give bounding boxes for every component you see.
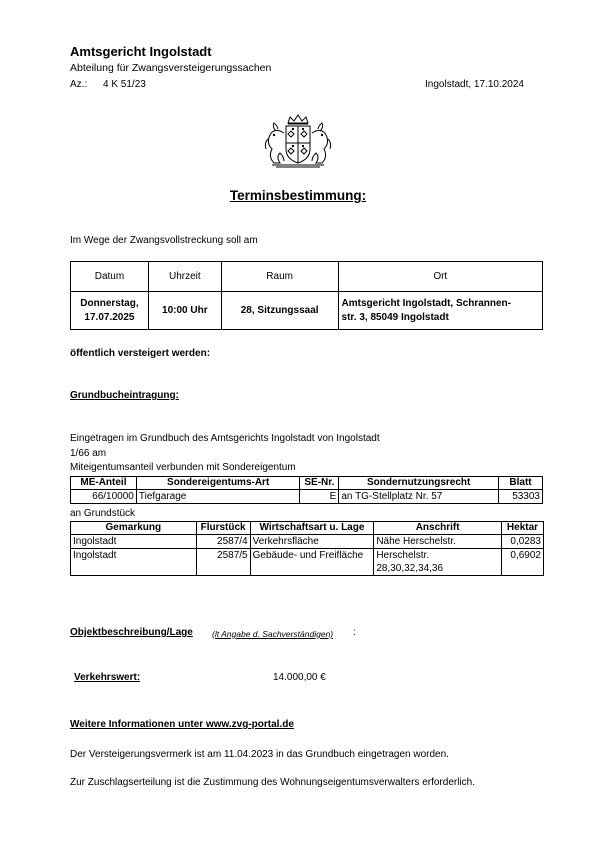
table-row bbox=[71, 490, 543, 504]
versteigerungsvermerk-note: Der Versteigerungsvermerk ist am 11.04.2023 in das Grundbuch eingetragen worden. bbox=[70, 749, 449, 760]
gs-flurstueck: 2587/4 bbox=[196, 535, 250, 549]
bavarian-coat-of-arms-icon bbox=[262, 113, 334, 169]
termin-header-ort: Ort bbox=[338, 262, 542, 292]
objektbeschreibung-heading: Objektbeschreibung/Lage bbox=[70, 627, 193, 638]
miteigentum-table bbox=[70, 476, 543, 504]
me-header-blatt: Blatt bbox=[499, 477, 543, 490]
az-value: 4 K 51/23 bbox=[103, 79, 146, 90]
gs-anschrift bbox=[374, 549, 502, 576]
zuschlag-note: Zur Zuschlagserteilung ist die Zustimmung des Wohnungseigentumsverwalters erforderlich. bbox=[70, 777, 475, 788]
me-sondernutzungsrecht: an TG-Stellplatz Nr. 57 bbox=[339, 490, 499, 504]
gs-hektar: 0,0283 bbox=[502, 535, 544, 549]
termin-ort-line1: Amtsgericht Ingolstadt, Schrannen- bbox=[341, 297, 511, 309]
miteigentum-header-row bbox=[71, 477, 543, 490]
gs-wirtschaftsart: Verkehrsfläche bbox=[250, 535, 374, 549]
gs-anschrift-line1: Herschelstr. bbox=[376, 550, 430, 561]
intro-text: Im Wege der Zwangsvollstreckung soll am bbox=[70, 235, 258, 246]
termin-ort bbox=[338, 292, 542, 330]
me-header-art: Sondereigentums-Art bbox=[136, 477, 300, 490]
az-label: Az.: bbox=[70, 79, 88, 90]
gs-header-anschrift: Anschrift bbox=[374, 522, 502, 535]
verkehrswert-value: 14.000,00 € bbox=[273, 672, 326, 683]
verkehrswert-label: Verkehrswert: bbox=[74, 672, 141, 683]
me-art: Tiefgarage bbox=[136, 490, 300, 504]
gs-anschrift: Nähe Herschelstr. bbox=[374, 535, 502, 549]
termin-uhrzeit: 10:00 Uhr bbox=[148, 292, 221, 330]
more-info-link[interactable]: Weitere Informationen unter www.zvg-portal.de bbox=[70, 719, 294, 730]
me-anteil: 66/10000 bbox=[71, 490, 137, 504]
gs-header-hektar: Hektar bbox=[502, 522, 544, 535]
table-row bbox=[71, 535, 544, 549]
gs-hektar: 0,6902 bbox=[502, 549, 544, 576]
objektbeschreibung-colon: : bbox=[353, 627, 356, 638]
gs-header-wirtschaftsart: Wirtschaftsart u. Lage bbox=[250, 522, 374, 535]
versteigert-text: öffentlich versteigert werden: bbox=[70, 348, 211, 359]
termin-header-row bbox=[71, 262, 543, 292]
termin-datum-weekday: Donnerstag, bbox=[80, 297, 139, 309]
grundbuch-line3: Miteigentumsanteil verbunden mit Sondereigentum bbox=[70, 462, 296, 473]
grundstueck-header-row bbox=[71, 522, 544, 535]
gs-wirtschaftsart: Gebäude- und Freifläche bbox=[250, 549, 374, 576]
table-row bbox=[71, 549, 544, 576]
termin-row bbox=[71, 292, 543, 330]
gs-gemarkung: Ingolstadt bbox=[71, 549, 197, 576]
termin-table bbox=[70, 261, 543, 330]
termin-raum: 28, Sitzungssaal bbox=[221, 292, 338, 330]
termin-header-uhrzeit: Uhrzeit bbox=[148, 262, 221, 292]
me-header-se-nr: SE-Nr. bbox=[300, 477, 339, 490]
place-date: Ingolstadt, 17.10.2024 bbox=[425, 79, 524, 90]
me-se-nr: E bbox=[300, 490, 339, 504]
gs-anschrift-line2: 28,30,32,34,36 bbox=[376, 563, 444, 574]
court-name: Amtsgericht Ingolstadt bbox=[70, 44, 212, 59]
objektbeschreibung-note: (lt Angabe d. Sachverständigen) bbox=[212, 629, 334, 639]
termin-ort-line2: str. 3, 85049 Ingolstadt bbox=[341, 311, 449, 323]
me-header-sondernutzungsrecht: Sondernutzungsrecht bbox=[339, 477, 499, 490]
gs-header-flurstueck: Flurstück bbox=[196, 522, 250, 535]
termin-header-raum: Raum bbox=[221, 262, 338, 292]
gs-header-gemarkung: Gemarkung bbox=[71, 522, 197, 535]
an-grundstueck-label: an Grundstück bbox=[70, 508, 136, 519]
me-header-anteil: ME-Anteil bbox=[71, 477, 137, 490]
termin-header-datum: Datum bbox=[71, 262, 149, 292]
grundbuch-heading: Grundbucheintragung: bbox=[70, 390, 179, 401]
termin-datum bbox=[71, 292, 149, 330]
department: Abteilung für Zwangsversteigerungssachen bbox=[70, 62, 272, 74]
termin-datum-date: 17.07.2025 bbox=[84, 311, 135, 323]
document-title: Terminsbestimmung: bbox=[229, 188, 367, 203]
grundstueck-table bbox=[70, 521, 544, 576]
grundbuch-line2: 1/66 am bbox=[70, 448, 107, 459]
gs-gemarkung: Ingolstadt bbox=[71, 535, 197, 549]
gs-flurstueck: 2587/5 bbox=[196, 549, 250, 576]
me-blatt: 53303 bbox=[499, 490, 543, 504]
grundbuch-line1: Eingetragen im Grundbuch des Amtsgerichts Ingolstadt von Ingolstadt bbox=[70, 433, 380, 444]
